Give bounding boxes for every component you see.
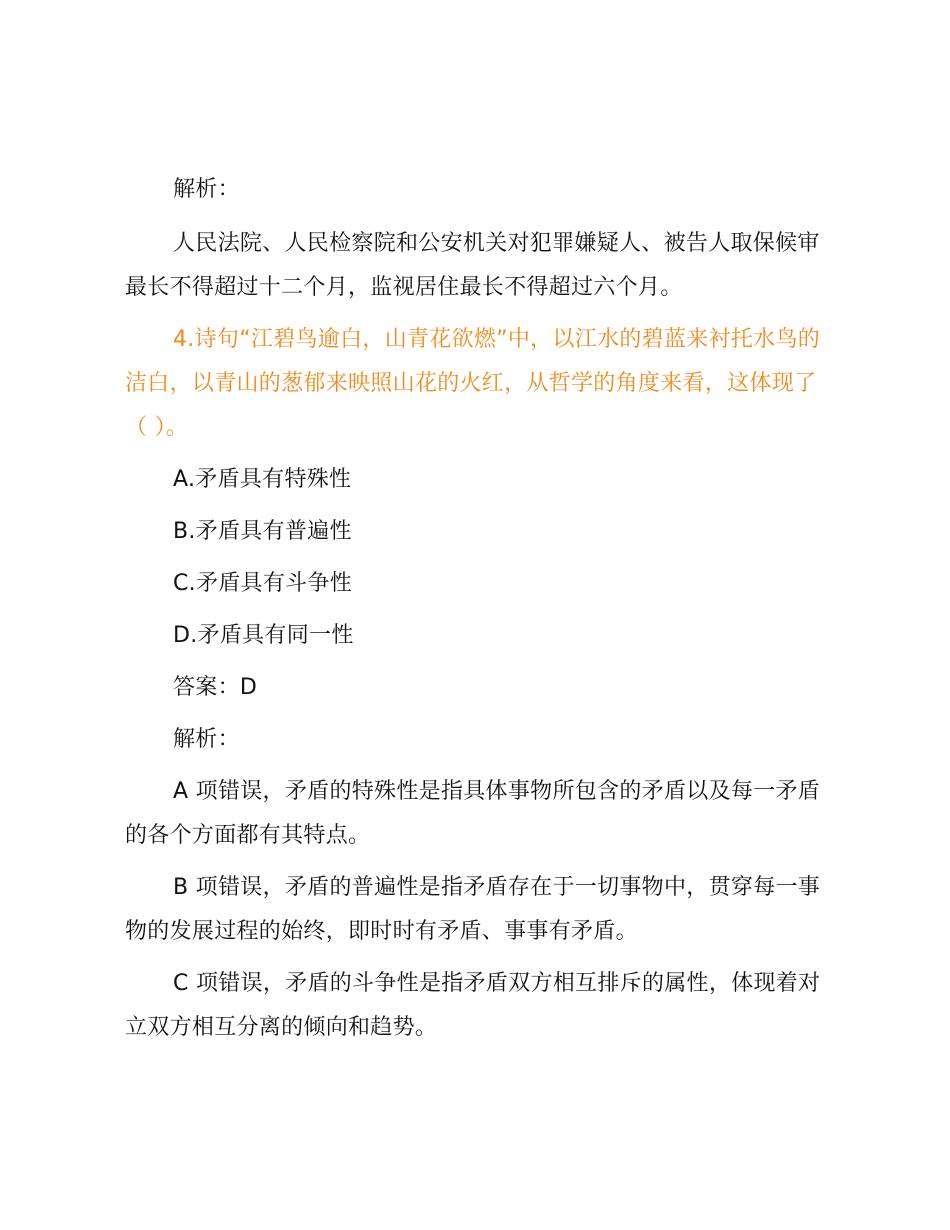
option-c: C.矛盾具有斗争性 xyxy=(173,571,353,596)
document-page xyxy=(125,168,837,1050)
answer-line: 答案：D xyxy=(173,675,258,700)
analysis-label: 解析： xyxy=(173,727,240,752)
analysis-label: 解析： xyxy=(173,177,240,202)
analysis-item-a: A 项错误，矛盾的特殊性是指具体事物所包含的矛盾以及每一矛盾的各个方面都有其特点。 xyxy=(125,779,821,848)
option-d: D.矛盾具有同一性 xyxy=(173,623,354,648)
analysis-item-c: C 项错误，矛盾的斗争性是指矛盾双方相互排斥的属性，体现着对立双方相互分离的倾向和趋势。 xyxy=(125,971,821,1040)
option-b: B.矛盾具有普遍性 xyxy=(173,519,352,544)
analysis-paragraph: 人民法院、人民检察院和公安机关对犯罪嫌疑人、被告人取保候审最长不得超过十二个月，监视居住最长不得超过六个月。 xyxy=(125,231,820,300)
option-a: A.矛盾具有特殊性 xyxy=(173,467,352,492)
analysis-item-b: B 项错误，矛盾的普遍性是指矛盾存在于一切事物中，贯穿每一事物的发展过程的始终，即时时有矛盾、事事有矛盾。 xyxy=(125,875,821,944)
question-4: 4.诗句“江碧鸟逾白，山青花欲燃”中，以江水的碧蓝来衬托水鸟的洁白，以青山的葱郁来映照山花的火红，从哲学的角度来看，这体现了（ ）。 xyxy=(125,327,821,440)
